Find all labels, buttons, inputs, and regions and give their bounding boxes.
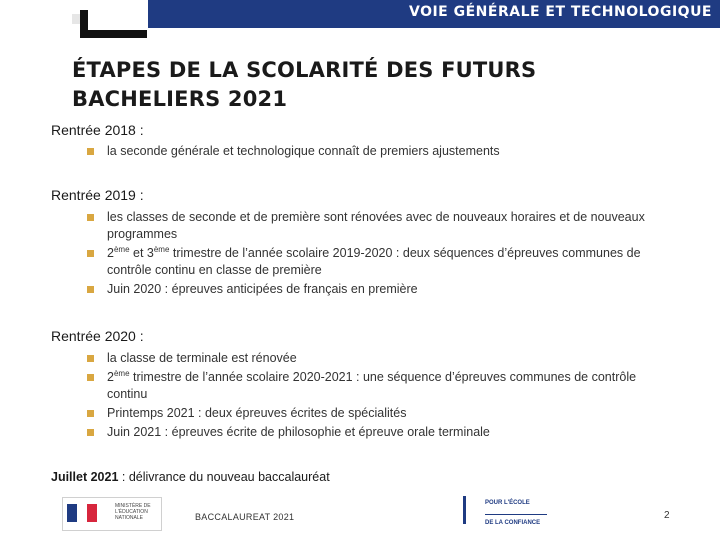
list-item: les classes de seconde et de première sont rénovées avec de nouveaux horaires et de nouveaux programmes: [107, 209, 657, 243]
footer: [0, 490, 720, 540]
section-2019: [51, 187, 144, 203]
confiance-logo-line-2: DE LA CONFIANCE: [485, 520, 541, 526]
confiance-logo-line-1: POUR L'ÉCOLE: [485, 500, 530, 506]
confiance-logo: [463, 496, 553, 526]
section-2020: [51, 328, 144, 344]
list-2018: [107, 143, 667, 160]
list-2019: [107, 209, 657, 298]
bullet-icon: [87, 410, 94, 417]
list-item: Juin 2020 : épreuves anticipées de français en première: [107, 281, 657, 298]
list-item: 2ème trimestre de l’année scolaire 2020-2021 : une séquence d’épreuves communes de contrôle continu: [107, 369, 657, 403]
bullet-icon: [87, 286, 94, 293]
footer-title: BACCALAUREAT 2021: [195, 512, 295, 522]
page-title: [72, 56, 692, 114]
list-item: Juin 2021 : épreuves écrite de philosophie et épreuve orale terminale: [107, 424, 657, 441]
section-heading: Rentrée 2019 :: [51, 187, 144, 203]
bullet-icon: [87, 148, 94, 155]
bullet-icon: [87, 250, 94, 257]
page-number: 2: [664, 510, 670, 521]
closing-text: : délivrance du nouveau baccalauréat: [118, 470, 330, 484]
list-item: 2ème et 3ème trimestre de l’année scolaire 2019-2020 : deux séquences d’épreuves communes de contrôle continu en classe de première: [107, 245, 657, 279]
ministry-logo-text: MINISTÈRE DE L'ÉDUCATION NATIONALE: [115, 503, 151, 521]
title-line-1: ÉTAPES DE LA SCOLARITÉ DES FUTURS: [72, 58, 537, 82]
banner-label: VOIE GÉNÉRALE ET TECHNOLOGIQUE: [408, 4, 712, 20]
list-2020: [107, 350, 657, 441]
list-item: la classe de terminale est rénovée: [107, 350, 657, 367]
bullet-icon: [87, 355, 94, 362]
french-flag-icon: [67, 504, 97, 522]
bullet-icon: [87, 374, 94, 381]
section-heading: Rentrée 2020 :: [51, 328, 144, 344]
section-2018: [51, 122, 144, 138]
closing-line: [51, 470, 330, 484]
bullet-icon: [87, 214, 94, 221]
bracket-logo: [80, 10, 147, 38]
ministry-logo: [62, 497, 162, 531]
title-line-2: BACHELIERS 2021: [72, 87, 288, 111]
closing-date: Juillet 2021: [51, 470, 119, 484]
section-heading: Rentrée 2018 :: [51, 122, 144, 138]
list-item: Printemps 2021 : deux épreuves écrites de spécialités: [107, 405, 657, 422]
bullet-icon: [87, 429, 94, 436]
list-item: la seconde générale et technologique connaît de premiers ajustements: [107, 143, 667, 160]
